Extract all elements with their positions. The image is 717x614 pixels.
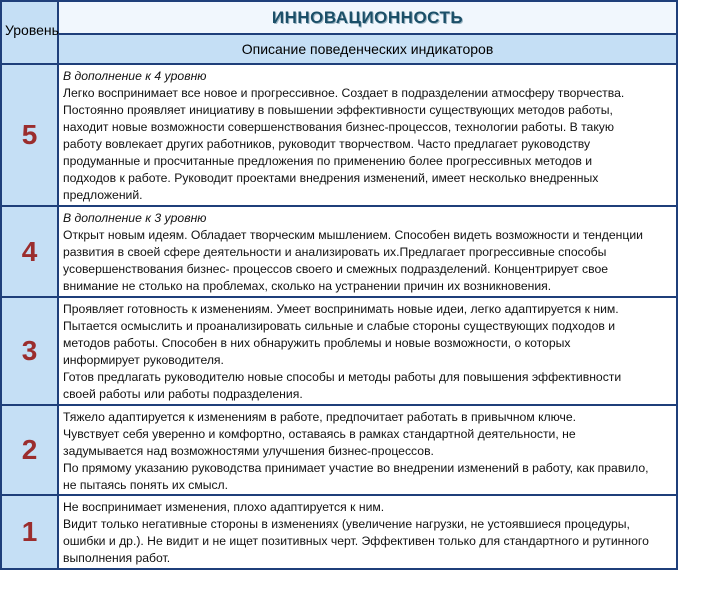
description-column-header: Описание поведенческих индикаторов [241,41,494,57]
description-line: развития в своей сфере деятельности и анализировать их.Предлагает прогрессивные способы [63,245,607,259]
level-number: 2 [2,406,57,494]
description-line: подходов к работе. Руководит проектами внедрения изменений, имеет несколько внедренных [63,171,599,185]
table-title: ИННОВАЦИОННОСТЬ [271,7,464,27]
description-line: Готов предлагать руководителю новые способы и методы работы для повышения эффективности [63,370,622,384]
description-line: Пытается осмыслить и проанализировать сильные и слабые стороны существующих подходов и [63,319,616,333]
description-line: По прямому указанию руководства принимает участие во внедрении изменений в работу, как правило, [63,461,649,475]
level-description [59,496,676,568]
level-intro: В дополнение к 3 уровню [63,211,207,225]
description-column-header-bar [59,35,676,63]
description-line: выполнения работ. [63,551,171,565]
level-intro: В дополнение к 4 уровню [63,69,207,83]
description-line: Открыт новым идеям. Обладает творческим мышлением. Способен видеть возможности и тенденции [63,228,643,242]
description-line: своей работы или работы подразделения. [63,387,303,401]
level-description [59,207,676,296]
level-number: 1 [2,496,57,568]
description-line: усовершенствования бизнес- процессов своего и смежных подразделений. Концентрирует свое [63,262,609,276]
level-description [59,298,676,404]
description-line: работу вовлекает других работников, руководит творчеством. Часто предлагает руководству [63,137,591,151]
level-number: 4 [2,207,57,296]
level-column-header: Уровень [2,2,57,63]
description-line: задумывается над возможностями улучшения бизнес-процессов. [63,444,434,458]
description-line: Постоянно проявляет инициативу в повышении эффективности существующих методов работы, [63,103,613,117]
description-line: Видит только негативные стороны в изменениях (увеличение нагрузки, не устоявшиеся процедуры, [63,517,630,531]
description-line: продуманные и просчитанные предложения по применению более прогрессивных методов и [63,154,592,168]
description-line: предложений. [63,188,143,202]
level-description [59,406,676,494]
description-line: Проявляет готовность к изменениям. Умеет воспринимать новые идеи, легко адаптируется к ним. [63,302,619,316]
description-line: Тяжело адаптируется к изменениям в работе, предпочитает работать в привычном ключе. [63,410,577,424]
description-line: информирует руководителя. [63,353,224,367]
level-description [59,65,676,205]
level-number: 5 [2,65,57,205]
description-line: не пытаясь понять их смысл. [63,478,229,492]
level-number: 3 [2,298,57,404]
description-line: находит новые возможности совершенствования бизнес-процессов, технологии работы. В такую [63,120,615,134]
description-line: Легко воспринимает все новое и прогрессивное. Создает в подразделении атмосферу творчества. [63,86,625,100]
description-line: внимание не столько на проблемах, сколько на устранении причин их возникновения. [63,279,552,293]
description-line: ошибки и др.). Не видит и не ищет позитивных черт. Эффективен только для стандартного и рутинного [63,534,649,548]
description-line: Не воспринимает изменения, плохо адаптируется к ним. [63,500,385,514]
description-line: Чувствует себя уверенно и комфортно, оставаясь в рамках стандартной деятельности, не [63,427,576,441]
table-title-bar [59,2,676,33]
description-line: методов работы. Способен в них обнаружить проблемы и новые возможности, о которых [63,336,571,350]
